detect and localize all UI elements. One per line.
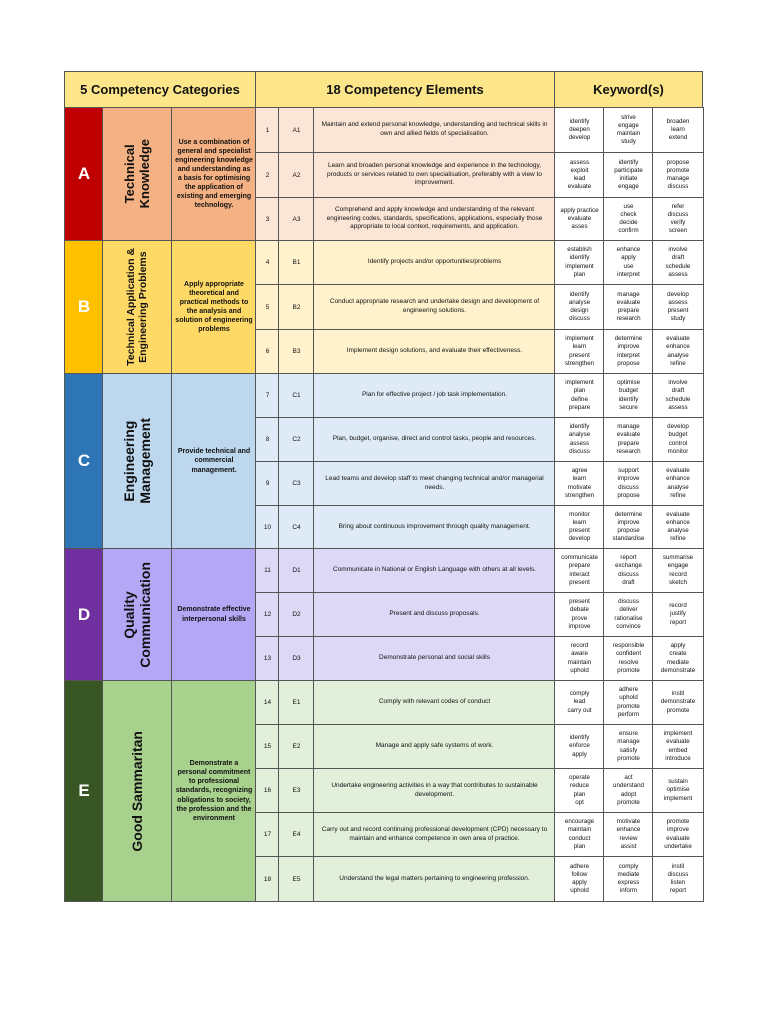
keyword-cell: support improve discuss propose	[603, 461, 654, 506]
keyword-cell: determine improve interpret propose	[603, 329, 654, 374]
element-text: Lead teams and develop staff to meet changing technical and/or managerial needs.	[313, 461, 556, 506]
keyword-cell: identify deepen develop	[554, 107, 605, 153]
element-number: 10	[255, 505, 280, 549]
element-code: B3	[278, 329, 315, 374]
keyword-cell: adhere follow apply uphold	[554, 856, 605, 902]
element-text: Undertake engineering activities in a way that contributes to sustainable development.	[313, 768, 556, 813]
keyword-cell: manage evaluate prepare research	[603, 417, 654, 462]
keyword-cell: implement evaluate embed introduce	[652, 724, 704, 769]
keyword-cell: act understand adopt promote	[603, 768, 654, 813]
keyword-cell: sustain optimise implement	[652, 768, 704, 813]
category-description: Demonstrate a personal commitment to professional standards, recognizing obligations to society, the profession and the environment	[171, 680, 257, 902]
keyword-cell: summarise engage record sketch	[652, 548, 704, 593]
keyword-cell: use check decide confirm	[603, 197, 654, 241]
keyword-cell: motivate enhance review assist	[603, 812, 654, 857]
category-letter: B	[64, 240, 104, 374]
keyword-cell: agree learn motivate strengthen	[554, 461, 605, 506]
category-letter: E	[64, 680, 104, 902]
keyword-cell: refer discuss verify screen	[652, 197, 704, 241]
keyword-cell: develop budget control monitor	[652, 417, 704, 462]
element-text: Implement design solutions, and evaluate their effectiveness.	[313, 329, 556, 374]
element-code: D2	[278, 592, 315, 637]
keyword-cell: promote improve evaluate undertake	[652, 812, 704, 857]
element-text: Identify projects and/or opportunities/problems	[313, 240, 556, 285]
element-number: 3	[255, 197, 280, 241]
element-text: Plan, budget, organise, direct and control tasks, people and resources.	[313, 417, 556, 462]
keyword-cell: enhance apply use interpret	[603, 240, 654, 285]
keyword-cell: present debate prove improve	[554, 592, 605, 637]
keyword-cell: determine improve propose standardise	[603, 505, 654, 549]
element-text: Conduct appropriate research and undertake design and development of engineering solutions.	[313, 284, 556, 330]
element-code: C1	[278, 373, 315, 418]
element-number: 2	[255, 152, 280, 198]
element-number: 12	[255, 592, 280, 637]
element-text: Comprehend and apply knowledge and understanding of the relevant engineering codes, standards, specifications, applications, especially those appropriate to local context, requirements, and application.	[313, 197, 556, 241]
element-text: Understand the legal matters pertaining to engineering profession.	[313, 856, 556, 902]
keyword-cell: assess exploit lead evaluate	[554, 152, 605, 198]
element-code: A1	[278, 107, 315, 153]
category-letter: A	[64, 107, 104, 241]
keyword-cell: discuss deliver rationalise convince	[603, 592, 654, 637]
category-name-text: Good Sammaritan	[129, 730, 146, 852]
keyword-cell: encourage maintain conduct plan	[554, 812, 605, 857]
element-number: 9	[255, 461, 280, 506]
element-text: Comply with relevant codes of conduct	[313, 680, 556, 725]
category-name	[102, 548, 173, 681]
element-code: B2	[278, 284, 315, 330]
keyword-cell: broaden learn extend	[652, 107, 704, 153]
element-number: 4	[255, 240, 280, 285]
keyword-cell: ensure manage satisfy promote	[603, 724, 654, 769]
keyword-cell: involve draft schedule assess	[652, 240, 704, 285]
element-text: Learn and broaden personal knowledge and experience in the technology, products or services related to own specialisation, preferably with a view to improvement.	[313, 152, 556, 198]
keyword-cell: instil demonstrate promote	[652, 680, 704, 725]
element-number: 11	[255, 548, 280, 593]
keyword-cell: evaluate enhance analyse refine	[652, 461, 704, 506]
keyword-cell: identify enforce apply	[554, 724, 605, 769]
element-number: 18	[255, 856, 280, 902]
element-code: E3	[278, 768, 315, 813]
category-name	[102, 373, 173, 549]
category-description: Provide technical and commercial management.	[171, 373, 257, 549]
keyword-cell: manage evaluate prepare research	[603, 284, 654, 330]
header-keywords: Keyword(s)	[554, 71, 703, 108]
element-code: E5	[278, 856, 315, 902]
category-description: Use a combination of general and specialist engineering knowledge and understanding as a basis for optimising the application of existing and emerging technology.	[171, 107, 257, 241]
category-description: Demonstrate effective interpersonal skills	[171, 548, 257, 681]
keyword-cell: comply mediate express inform	[603, 856, 654, 902]
keyword-cell: propose promote manage discuss	[652, 152, 704, 198]
keyword-cell: apply practice evaluate asses	[554, 197, 605, 241]
keyword-cell: evaluate enhance analyse refine	[652, 329, 704, 374]
keyword-cell: comply lead carry out	[554, 680, 605, 725]
element-code: C3	[278, 461, 315, 506]
element-number: 6	[255, 329, 280, 374]
keyword-cell: communicate prepare interact present	[554, 548, 605, 593]
element-number: 7	[255, 373, 280, 418]
element-code: D1	[278, 548, 315, 593]
element-code: C4	[278, 505, 315, 549]
element-number: 14	[255, 680, 280, 725]
keyword-cell: establish identify implement plan	[554, 240, 605, 285]
element-text: Maintain and extend personal knowledge, understanding and technical skills in own and allied fields of specialisation.	[313, 107, 556, 153]
element-text: Present and discuss proposals.	[313, 592, 556, 637]
category-name-text: Engineering Management	[121, 418, 154, 504]
element-number: 8	[255, 417, 280, 462]
keyword-cell: strive engage maintain study	[603, 107, 654, 153]
competency-table	[64, 71, 703, 901]
header-elements: 18 Competency Elements	[255, 71, 555, 108]
category-name	[102, 107, 173, 241]
keyword-cell: instil discuss listen report	[652, 856, 704, 902]
element-number: 13	[255, 636, 280, 681]
header-categories: 5 Competency Categories	[64, 71, 256, 108]
keyword-cell: apply create mediate demonstrate	[652, 636, 704, 681]
keyword-cell: identify analyse assess discuss	[554, 417, 605, 462]
keyword-cell: identify participate initiate engage	[603, 152, 654, 198]
element-text: Bring about continuous improvement through quality management.	[313, 505, 556, 549]
element-number: 1	[255, 107, 280, 153]
element-text: Manage and apply safe systems of work.	[313, 724, 556, 769]
category-name-text: Quality Communication	[121, 561, 154, 668]
element-code: A3	[278, 197, 315, 241]
keyword-cell: optimise budget identify secure	[603, 373, 654, 418]
category-description: Apply appropriate theoretical and practical methods to the analysis and solution of engineering problems	[171, 240, 257, 374]
element-number: 17	[255, 812, 280, 857]
element-code: A2	[278, 152, 315, 198]
element-code: D3	[278, 636, 315, 681]
element-text: Demonstrate personal and social skills	[313, 636, 556, 681]
keyword-cell: involve draft schedule assess	[652, 373, 704, 418]
element-code: E4	[278, 812, 315, 857]
keyword-cell: monitor learn present develop	[554, 505, 605, 549]
category-name-text: Technical Knowledge	[121, 139, 152, 209]
keyword-cell: report exchange discuss draft	[603, 548, 654, 593]
element-number: 5	[255, 284, 280, 330]
keyword-cell: adhere uphold promote perform	[603, 680, 654, 725]
keyword-cell: record aware maintain uphold	[554, 636, 605, 681]
element-code: E2	[278, 724, 315, 769]
element-number: 16	[255, 768, 280, 813]
element-code: C2	[278, 417, 315, 462]
element-number: 15	[255, 724, 280, 769]
element-code: E1	[278, 680, 315, 725]
keyword-cell: responsible confident resolve promote	[603, 636, 654, 681]
category-name	[102, 240, 173, 374]
element-text: Communicate in National or English Language with others at all levels.	[313, 548, 556, 593]
keyword-cell: identify analyse design discuss	[554, 284, 605, 330]
category-name	[102, 680, 173, 902]
keyword-cell: develop assess present study	[652, 284, 704, 330]
element-code: B1	[278, 240, 315, 285]
category-letter: D	[64, 548, 104, 681]
keyword-cell: record justify report	[652, 592, 704, 637]
keyword-cell: operate reduce plan opt	[554, 768, 605, 813]
category-name-text: Technical Application & Engineering Problems	[125, 248, 150, 366]
category-letter: C	[64, 373, 104, 549]
element-text: Plan for effective project / job task implementation.	[313, 373, 556, 418]
keyword-cell: implement plan define prepare	[554, 373, 605, 418]
keyword-cell: implement learn present strengthen	[554, 329, 605, 374]
element-text: Carry out and record continuing professional development (CPD) necessary to maintain and enhance competence in own area of practice.	[313, 812, 556, 857]
keyword-cell: evaluate enhance analyse refine	[652, 505, 704, 549]
